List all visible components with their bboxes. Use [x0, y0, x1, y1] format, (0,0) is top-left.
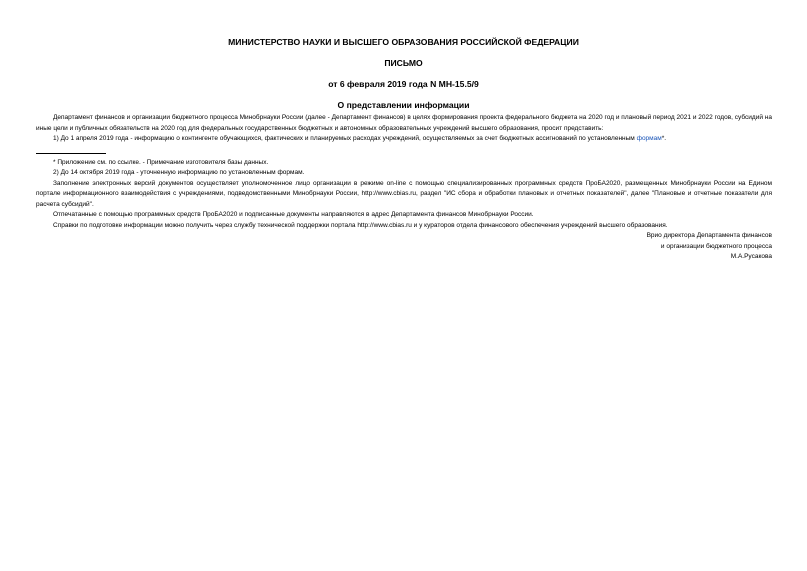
document-date-number: от 6 февраля 2019 года N МН-15.5/9	[328, 79, 479, 89]
item1-text: 1) До 1 апреля 2019 года - информацию о контингенте обучающихся, фактических и планируемых расходах учреждений, осуществляемых за счет бюджетных ассигнований по установленным	[53, 135, 635, 142]
print-paragraph: Отпечатанные с помощью программных средств ПроБА2020 и подписанные документы направляются в адрес Департамента финансов Минобрнауки России.	[53, 211, 534, 218]
item1-footnote-mark: *.	[661, 135, 667, 142]
intro-paragraph: Департамент финансов и организации бюджетного процесса Минобрнауки России (далее - Департамент финансов) в целях формирования проекта федерального бюджета на 2020 год и плановый период 2021 и 2022 годов, субсидий на иные цели и публичных обязательств на 2020 год для федеральных государственных бюджетных и автономных образовательных учреждений высшего образования, просит представить:	[36, 114, 772, 132]
signature-block	[36, 231, 772, 263]
ministry-heading: МИНИСТЕРСТВО НАУКИ И ВЫСШЕГО ОБРАЗОВАНИЯ РОССИЙСКОЙ ФЕДЕРАЦИИ	[228, 37, 579, 47]
document-body	[36, 113, 772, 263]
footnote-divider	[36, 153, 106, 154]
signature-position-line1: Врио директора Департамента финансов	[646, 232, 772, 239]
signature-name: М.А.Русакова	[730, 253, 772, 260]
document-subject: О представлении информации	[337, 100, 470, 110]
signature-position-line2: и организации бюджетного процесса	[660, 242, 772, 250]
fill-paragraph: Заполнение электронных версий документов осуществляет уполномоченное лицо организации в режиме on-line с помощью специализированных программных средств ПроБА2020, размещенных Минобрнауки России на Едином портале информационного взаимодействия с учреждениями, подведомственными Минобрнауки России, http://www.cbias.ru, раздел "ИС сбора и обработки плановых и отчетных показателей", далее "Плановые и отчетные показатели для расчета субсидий".	[36, 179, 772, 208]
item1-paragraph	[36, 134, 772, 145]
document-type-heading: ПИСЬМО	[384, 58, 423, 68]
footnote-text: * Приложение см. по ссылке. - Примечание изготовителя базы данных.	[53, 158, 269, 166]
help-paragraph: Справки по подготовке информации можно получить через службу технической поддержки портала http://www.cbias.ru и у кураторов отдела финансового обеспечения учреждений высшего образования.	[53, 221, 668, 229]
forms-link[interactable]: формам	[636, 135, 662, 142]
item2-paragraph: 2) До 14 октября 2019 года - уточненную информацию по установленным формам.	[53, 169, 305, 176]
